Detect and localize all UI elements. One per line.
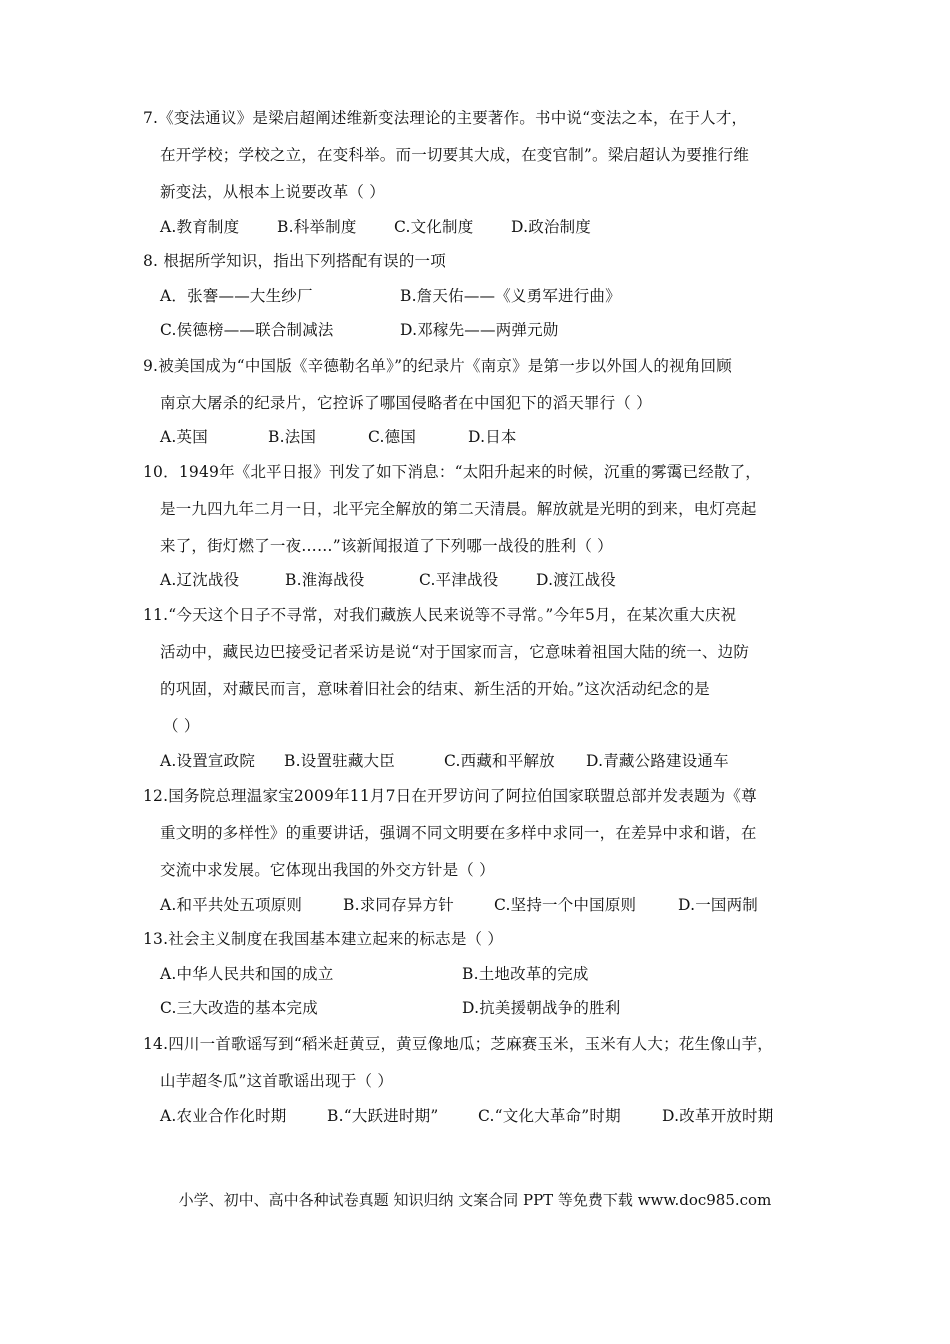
option-d: D.改革开放时期 [662,1107,774,1125]
option-b: B.土地改革的完成 [462,965,589,983]
option-a: A.英国 [160,428,208,446]
option-d: D.日本 [468,428,517,446]
option-d: D.政治制度 [511,218,592,236]
question-stem: 来了，街灯燃了一夜……”该新闻报道了下列哪一战役的胜利（ ） [160,537,613,555]
question-stem: （ ） [163,717,200,735]
question-stem: 山芋超冬瓜”这首歌谣出现于（ ） [160,1072,394,1090]
page-footer: 小学、初中、高中各种试卷真题 知识归纳 文案合同 PPT 等免费下载 www.doc985.com [178,1191,772,1209]
option-b: B.设置驻藏大臣 [284,752,395,770]
question-stem: 是一九四九年二月一日，北平完全解放的第二天清晨。解放就是光明的到来，电灯亮起 [160,500,757,518]
option-c: C.文化制度 [394,218,474,236]
option-c: C.德国 [368,428,417,446]
question-stem: 在开学校；学校之立，在变科举。而一切要其大成，在变官制”。梁启超认为要推行维 [160,146,750,164]
option-b: B.詹天佑——《义勇军进行曲》 [400,287,621,305]
option-b: B.“大跃进时期” [327,1107,439,1125]
question-stem: 7.《变法通议》是梁启超阐述维新变法理论的主要著作。书中说“变法之本，在于人才， [143,109,748,127]
option-c: C.西藏和平解放 [444,752,555,770]
question-stem: 重文明的多样性》的重要讲话，强调不同文明要在多样中求同一，在差异中求和谐，在 [160,824,757,842]
option-d: D.渡江战役 [536,571,617,589]
option-b: B.淮海战役 [285,571,365,589]
question-stem: 10．1949年《北平日报》刊发了如下消息：“太阳升起来的时候，沉重的雾霭已经散了， [143,463,761,481]
option-c: C.“文化大革命”时期 [478,1107,621,1125]
option-b: B.求同存异方针 [343,896,454,914]
option-c: C.平津战役 [419,571,499,589]
question-stem: 11.“今天这个日子不寻常，对我们藏族人民来说等不寻常。”今年5月，在某次重大庆祝 [143,606,737,624]
option-d: D.邓稼先——两弹元勋 [400,321,559,339]
option-a: A.辽沈战役 [160,571,240,589]
option-d: D.青藏公路建设通车 [586,752,729,770]
question-stem: 的巩固，对藏民而言，意味着旧社会的结束、新生活的开始。”这次活动纪念的是 [160,680,710,698]
option-d: D.一国两制 [678,896,759,914]
question-stem: 南京大屠杀的纪录片，它控诉了哪国侵略者在中国犯下的滔天罪行（ ） [160,394,652,412]
question-stem: 新变法，从根本上说要改革（ ） [160,183,385,201]
question-stem: 活动中，藏民边巴接受记者采访是说“对于国家而言，它意味着祖国大陆的统一、边防 [160,643,750,661]
question-stem: 13.社会主义制度在我国基本建立起来的标志是（ ） [143,930,504,948]
option-b: B.科举制度 [277,218,357,236]
option-c: C.坚持一个中国原则 [494,896,637,914]
option-a: A.中华人民共和国的成立 [160,965,334,983]
option-a: A.教育制度 [160,218,240,236]
option-a: A.设置宣政院 [160,752,256,770]
option-d: D.抗美援朝战争的胜利 [462,999,621,1017]
option-a: A.和平共处五项原则 [160,896,303,914]
question-stem: 8. 根据所学知识，指出下列搭配有误的一项 [143,252,446,270]
option-c: C.侯德榜——联合制减法 [160,321,334,339]
option-a: A.农业合作化时期 [160,1107,287,1125]
option-c: C.三大改造的基本完成 [160,999,318,1017]
option-b: B.法国 [268,428,317,446]
question-stem: 交流中求发展。它体现出我国的外交方针是（ ） [160,861,495,879]
question-stem: 14.四川一首歌谣写到“稻米赶黄豆，黄豆像地瓜；芝麻赛玉米，玉米有人大；花生像山芋， [143,1035,773,1053]
question-stem: 12.国务院总理温家宝2009年11月7日在开罗访问了阿拉伯国家联盟总部并发表题为《尊 [143,787,757,805]
option-a: A．张謇——大生纱厂 [160,287,313,305]
question-stem: 9.被美国成为“中国版《辛德勒名单》”的纪录片《南京》是第一步以外国人的视角回顾 [143,357,732,375]
